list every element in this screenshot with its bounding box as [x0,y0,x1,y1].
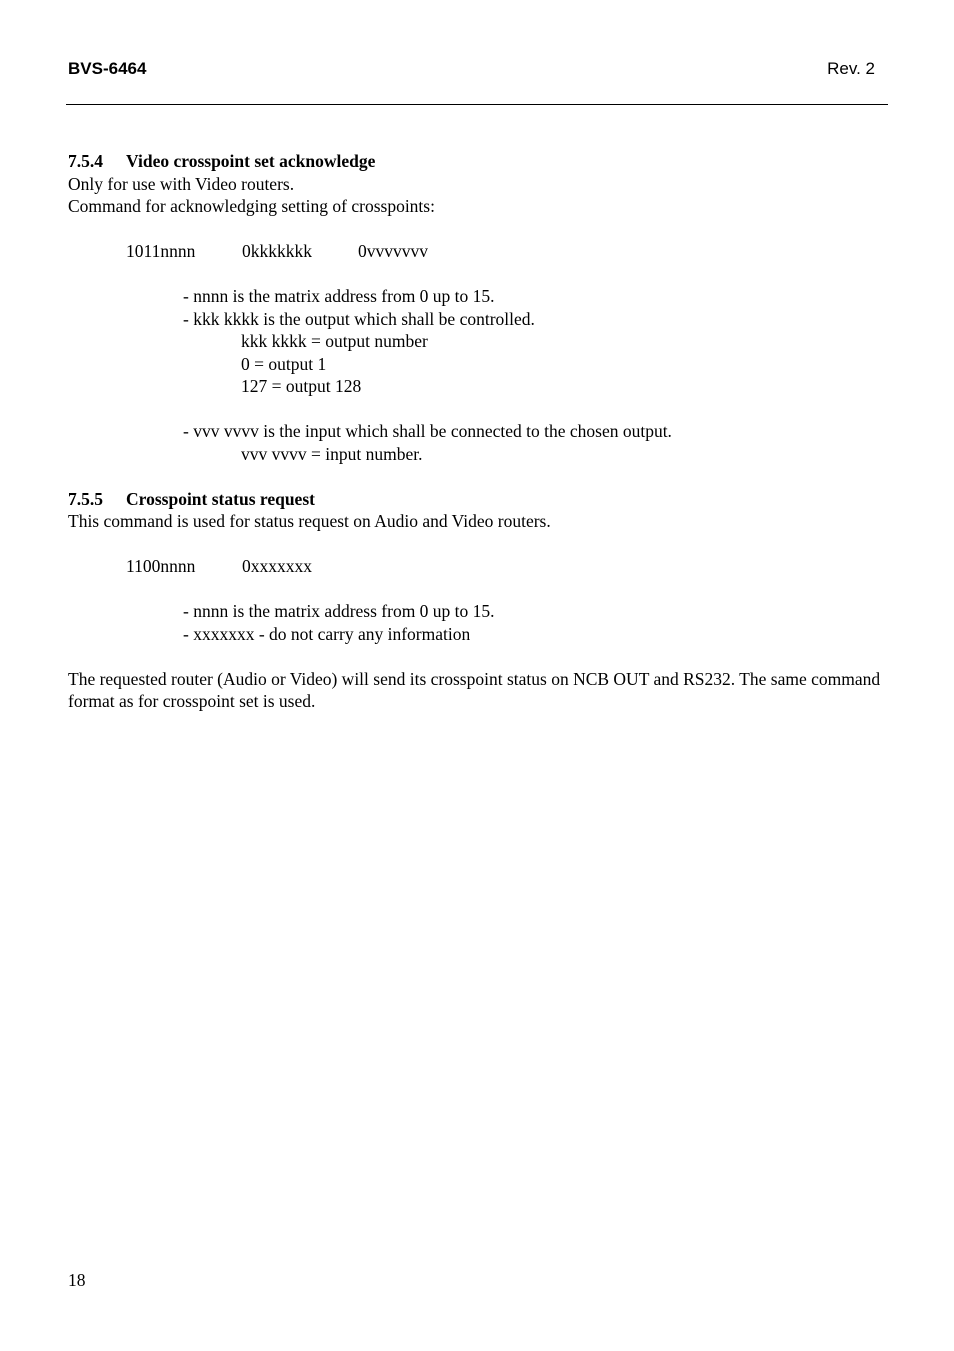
page-body [68,150,888,713]
spacer [68,465,888,488]
command-byte: 0vvvvvvv [358,241,428,261]
param-detail: kkk kkkk = output number [241,331,428,351]
spacer [68,218,888,241]
spacer [68,533,888,556]
paragraph-line: Only for use with Video routers. [68,173,295,194]
document-id: BVS-6464 [68,59,147,78]
paragraph-line: This command is used for status request on Audio and Video routers. [68,511,551,531]
param-detail: 0 = output 1 [241,353,327,374]
command-byte: 1011nnnn [126,241,196,261]
param-description: - nnnn is the matrix address from 0 up to 15. [183,286,495,306]
page-number: 18 [68,1270,86,1290]
section-number: 7.5.5 [68,488,103,509]
spacer [68,578,888,601]
section-number: 7.5.4 [68,151,103,171]
param-description: - nnnn is the matrix address from 0 up to 15. [183,601,495,621]
spacer [68,398,888,421]
param-description: - xxxxxxx - do not carry any information [183,623,471,644]
section-heading-7-5-5 [68,488,888,511]
spacer [68,645,888,668]
command-byte: 0kkkkkkk [242,241,312,261]
paragraph-line: Command for acknowledging setting of crosspoints: [68,196,435,216]
command-bytes [68,555,888,578]
status-paragraph: The requested router (Audio or Video) will send its crosspoint status on NCB OUT and RS232. The same command format as for crosspoint set is used. [68,668,881,711]
param-detail: vvv vvvv = input number. [241,443,423,464]
header-divider [66,104,888,105]
section-title: Crosspoint status request [126,488,315,509]
command-bytes [68,240,888,263]
param-description: - vvv vvvv is the input which shall be connected to the chosen output. [183,421,672,441]
command-byte: 1100nnnn [126,556,196,576]
param-description: - kkk kkkk is the output which shall be controlled. [183,308,535,329]
section-heading-7-5-4 [68,150,888,173]
revision-label: Rev. 2 [827,59,875,78]
section-title: Video crosspoint set acknowledge [126,151,376,171]
param-detail: 127 = output 128 [241,376,362,396]
command-byte: 0xxxxxxx [242,556,312,576]
spacer [68,263,888,286]
